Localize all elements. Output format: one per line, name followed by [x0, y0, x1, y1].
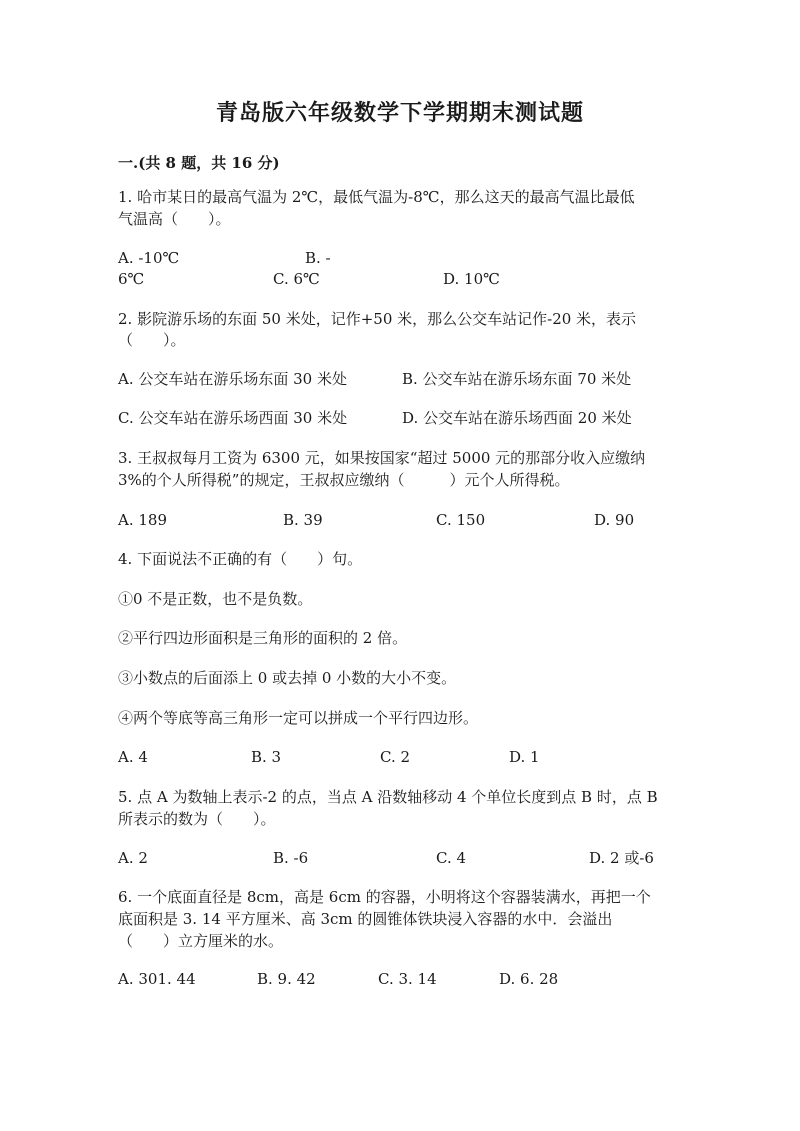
- question-5-option-a: A. 2: [118, 849, 148, 867]
- question-3-text-cont: 3%的个人所得税”的规定，王叔叔应缴纳（ ）元个人所得税。: [118, 471, 570, 489]
- question-1-text-cont: 气温高（ ）。: [118, 210, 231, 228]
- question-4-option-a: A. 4: [118, 748, 148, 766]
- question-3-option-c: C. 150: [436, 511, 486, 529]
- section-header: 一.(共 8 题，共 16 分): [118, 154, 280, 172]
- question-3-option-b: B. 39: [283, 511, 323, 529]
- question-2-option-a: A. 公交车站在游乐场东面 30 米处: [118, 370, 347, 388]
- question-2-option-b: B. 公交车站在游乐场东面 70 米处: [402, 370, 632, 388]
- question-2-text-cont: （ ）。: [118, 331, 186, 349]
- question-2-option-d: D. 公交车站在游乐场西面 20 米处: [402, 409, 632, 427]
- question-1-option-d: D. 10℃: [443, 270, 500, 288]
- question-4-statement-2: ②平行四边形面积是三角形的面积的 2 倍。: [118, 629, 408, 647]
- question-4-option-b: B. 3: [251, 748, 282, 766]
- question-4-option-c: C. 2: [380, 748, 411, 766]
- question-2-text: 2. 影院游乐场的东面 50 米处，记作+50 米，那么公交车站记作-20 米，表示: [118, 310, 637, 328]
- question-5-option-b: B. -6: [273, 849, 309, 867]
- question-6-option-d: D. 6. 28: [499, 970, 559, 988]
- question-5-option-d: D. 2 或-6: [589, 849, 654, 867]
- question-4-text: 4. 下面说法不正确的有（ ）句。: [118, 550, 363, 568]
- question-6-text-cont-2: （ ）立方厘米的水。: [118, 932, 284, 950]
- question-5-option-c: C. 4: [436, 849, 467, 867]
- question-1-option-a: A. -10℃: [118, 249, 180, 267]
- question-6-text-cont: 底面积是 3. 14 平方厘米、高 3cm 的圆锥体铁块浸入容器的水中．会溢出: [118, 910, 613, 928]
- question-3-option-a: A. 189: [118, 511, 167, 529]
- question-4-option-d: D. 1: [509, 748, 540, 766]
- question-4-statement-3: ③小数点的后面添上 0 或去掉 0 小数的大小不变。: [118, 669, 457, 687]
- question-3-text: 3. 王叔叔每月工资为 6300 元，如果按国家“超过 5000 元的那部分收入应缴纳: [118, 449, 646, 467]
- question-3-option-d: D. 90: [594, 511, 635, 529]
- question-6-option-c: C. 3. 14: [378, 970, 437, 988]
- question-1-option-b-cont: 6℃: [118, 270, 145, 288]
- question-4-statement-4: ④两个等底等高三角形一定可以拼成一个平行四边形。: [118, 709, 479, 727]
- question-1-option-b: B. -: [305, 249, 331, 267]
- question-6-text: 6. 一个底面直径是 8cm，高是 6cm 的容器，小明将这个容器装满水，再把一个: [118, 888, 651, 906]
- question-2-option-c: C. 公交车站在游乐场西面 30 米处: [118, 409, 348, 427]
- page-title: 青岛版六年级数学下学期期末测试题: [215, 100, 584, 126]
- question-1-text: 1. 哈市某日的最高气温为 2℃，最低气温为-8℃，那么这天的最高气温比最低: [118, 188, 635, 206]
- question-6-option-a: A. 301. 44: [118, 970, 196, 988]
- question-6-option-b: B. 9. 42: [257, 970, 316, 988]
- question-4-statement-1: ①0 不是正数，也不是负数。: [118, 590, 313, 608]
- question-5-text: 5. 点 A 为数轴上表示-2 的点，当点 A 沿数轴移动 4 个单位长度到点 B 时，点 B: [118, 788, 658, 806]
- question-1-option-c: C. 6℃: [273, 270, 320, 288]
- question-5-text-cont: 所表示的数为（ ）。: [118, 810, 276, 828]
